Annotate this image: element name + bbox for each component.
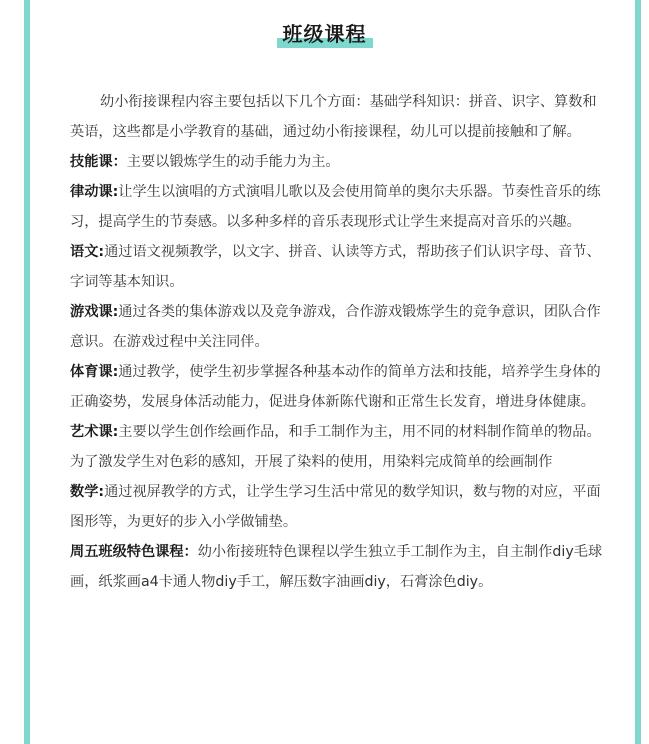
right-accent-border [635, 0, 649, 744]
section-art [70, 417, 605, 477]
page-title-text: 班级课程 [282, 22, 367, 46]
section-text: 通过教学，使学生初步掌握各种基本动作的简单方法和技能，培养学生身体的正确姿势，发展身体活动能力，促进身体新陈代谢和正常生长发育，增进身体健康。 [70, 364, 601, 410]
section-friday-special [70, 537, 605, 597]
section-label: 游戏课: [70, 304, 119, 320]
section-text: 通过各类的集体游戏以及竞争游戏，合作游戏锻炼学生的竞争意识，团队合作意识。在游戏过程中关注同伴。 [70, 304, 601, 350]
section-label: 周五班级特色课程： [70, 544, 198, 560]
section-text: 主要以学生创作绘画作品，和手工制作为主，用不同的材料制作简单的物品。为了激发学生对色彩的感知，开展了染料的使用，用染料完成简单的绘画制作 [70, 424, 601, 470]
page-title [281, 18, 369, 47]
section-math [70, 477, 605, 537]
section-text: 让学生以演唱的方式演唱儿歌以及会使用简单的奥尔夫乐器。节奏性音乐的练习，提高学生的节奏感。以多种多样的音乐表现形式让学生来提高对音乐的兴趣。 [70, 184, 601, 230]
section-pe [70, 357, 605, 417]
section-label: 语文: [70, 244, 105, 260]
section-text: 通过语文视频教学，以文字、拼音、认读等方式，帮助孩子们认识字母、音节、字词等基本知识。 [70, 244, 601, 290]
section-text: 通过视屏教学的方式，让学生学习生活中常见的数学知识，数与物的对应，平面图形等，为更好的步入小学做铺垫。 [70, 484, 601, 530]
section-text: 幼小衔接班特色课程以学生独立手工制作为主，自主制作diy毛球画，纸浆画a4卡通人物diy手工，解压数字油画diy，石膏涂色diy。 [70, 544, 603, 590]
section-label: 数学: [70, 484, 105, 500]
title-container [0, 18, 649, 47]
section-label: 律动课: [70, 184, 119, 200]
section-chinese [70, 237, 605, 297]
course-content [70, 87, 605, 597]
left-accent-border [0, 0, 30, 744]
section-games [70, 297, 605, 357]
section-rhythm [70, 177, 605, 237]
section-text: 主要以锻炼学生的动手能力为主。 [126, 154, 340, 170]
intro-paragraph: 幼小衔接课程内容主要包括以下几个方面：基础学科知识：拼音、识字、算数和英语，这些都是小学教育的基础，通过幼小衔接课程，幼儿可以提前接触和了解。 [70, 94, 597, 140]
section-label: 艺术课: [70, 424, 119, 440]
section-skills [70, 147, 605, 177]
section-label: 技能课： [70, 154, 127, 170]
section-label: 体育课: [70, 364, 119, 380]
